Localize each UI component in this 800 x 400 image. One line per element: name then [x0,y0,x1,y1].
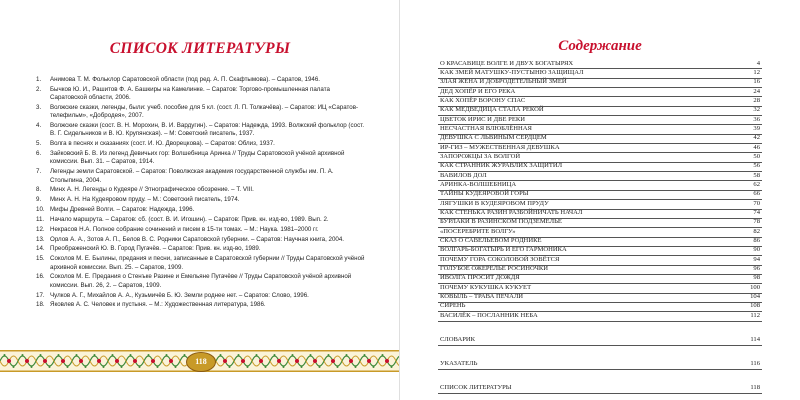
table-of-contents [438,60,762,394]
toc-entry-title: ИВОЛГА ПРОСИТ ДОЖДЯ [440,274,520,282]
toc-entry-title: КАК СТЕНЬКА РАЗИН РАЗБОЙНИЧАТЬ НАЧАЛ [440,209,583,216]
bibliography-item-text: Легенды земли Саратовской. – Саратов: Поволжская академия государственной службы им. П. А. Столыпина, 2004. [50,168,334,184]
toc-entry-page: 16 [753,78,760,86]
bibliography-item-number: 11. [36,215,45,223]
toc-entry-page: 118 [750,383,760,391]
bibliography-item [36,168,368,185]
toc-entry-title: ПОЧЕМУ КУКУШКА КУКУЕТ [440,283,532,291]
toc-entry-page: 66 [753,190,760,198]
bibliography-item [36,226,368,234]
toc-entry-title: ДЕВУШКА С ЛЬВИНЫМ СЕРДЦЕМ [440,134,547,142]
bibliography-item [36,255,368,272]
toc-entry-page: 90 [753,246,760,254]
bibliography-item-text: Преображенский Ю. В. Город Пугачёв. – Саратов: Прив. кн. изд-во, 1989. [50,245,261,253]
toc-entry[interactable] [438,322,762,346]
bibliography-item [36,150,368,167]
bibliography-item [36,186,368,194]
toc-entry-page: 4 [756,59,760,67]
toc-entry-page: 28 [753,96,760,104]
toc-entry[interactable] [438,163,762,172]
toc-entry-title: ВАСИЛЁК – ПОСЛАННИК НЕБА [440,311,538,319]
toc-entry-page: 94 [753,255,760,263]
bibliography-title: СПИСОК ЛИТЕРАТУРЫ [109,40,291,57]
toc-entry[interactable] [438,370,762,394]
bibliography-item [36,216,368,224]
toc-entry-title: О КРАСАВИЦЕ ВОЛГЕ И ДВУХ БОГАТЫРЯХ [440,59,574,67]
toc-entry-page: 32 [753,106,760,114]
bibliography-item-number: 2. [36,85,42,93]
toc-entry-title: ВОЛГАРЬ-БОГАТЫРЬ И ЕГО ГАРМОНИКА [440,246,567,254]
toc-entry-title: ИР-ГИЗ – МУЖЕСТВЕННАЯ ДЕВУШКА [440,143,560,151]
bibliography-item-number: 15. [36,255,45,263]
right-page [400,0,800,400]
toc-entry[interactable] [438,294,762,303]
bibliography-item [36,76,368,84]
toc-entry-page: 108 [750,302,760,310]
bibliography-item [36,236,368,244]
toc-entry-title: КАК СТРАННИК ЖУРАВЛИХ ЗАЩИТИЛ [440,162,563,170]
toc-entry-title: НЕСЧАСТНАЯ ВЛЮБЛЁННАЯ [440,124,532,132]
toc-entry-page: 96 [753,265,760,273]
toc-entry[interactable] [438,312,762,321]
bibliography-item-text: Бычков Ю. И., Рашитов Ф. А. Башкиры на Камелинке. – Саратов: Торгово-промышленная палата Саратовской области, 2006. [50,85,330,102]
bibliography-item-number: 7. [36,168,42,176]
bibliography-item [36,104,368,121]
bibliography-item-number: 17. [36,291,45,299]
bibliography-item-number: 6. [36,150,42,158]
bibliography-item-text: Некрасов Н.А. Полное собрание сочинений и писем в 15-ти томах. – М.: Наука. 1981–2000 гг. [50,225,319,233]
bibliography-item-text: Чулков А. Г., Михайлов А. А., Кузьмичёв Б. Ю. Земли роднее нет. – Саратов: Слово, 1996. [50,291,309,299]
toc-entry-title: ДЕД ХОПЁР И ЕГО РЕКА [440,87,516,95]
bibliography-item-number: 10. [36,206,45,214]
toc-entry-title: ЛЯГУШКИ В КУДЕЯРОВОМ ПРУДУ [440,199,549,207]
bibliography-item-number: 18. [36,301,45,309]
bibliography-item-text: Волга в песнях и сказаниях (сост. И. Ю. Дворецкова). – Саратов: Облиз, 1937. [50,140,275,148]
toc-entry-title: СЛОВАРИК [440,335,476,343]
toc-entry-page: 116 [750,359,760,367]
bibliography-item-text: Начало маршрута. – Саратов: сб. (сост. В. И. Игошин). – Саратов: Прив. кн. изд-во, 1989. Вып. 2. [50,215,329,223]
toc-entry-title: ЗАПОРОЖЦЫ ЗА ВОЛГОЙ [440,152,521,160]
bibliography-item-text: Волжские сказки, легенды, были: учеб. пособие для 5 кл. (сост. Л. П. Толкачёва). – Саратов: ИЦ «Саратов-телефильм», «Добродея», 2007. [50,103,359,120]
page-number: 118 [186,352,216,372]
toc-entry-page: 114 [750,335,760,343]
bibliography-item [36,206,368,214]
bibliography-item-text: Минх А. Н. Легенды о Кудеяре // Этнографическое обозрение. – Т. VIII. [50,186,254,194]
bibliography-list [36,76,368,311]
toc-entry-title: ЦВЕТОК ИРИС И ДВЕ РЕКИ [440,115,526,123]
toc-entry-page: 39 [753,124,760,132]
bibliography-item-number: 4. [36,122,42,130]
toc-entry-title: СИРЕНЬ [440,302,466,310]
toc-entry-page: 74 [753,209,760,216]
toc-entry-title: КАК ХОПЁР ВОРОНУ СПАС [440,96,526,104]
toc-entry-title: УКАЗАТЕЛЬ [440,359,478,367]
bibliography-item-text: Волжские сказки (сост. В. Н. Морохин, В. И. Вардугин). – Саратов: Надежда, 1993. Волжский фольклор (сост. В. Г. Сидельников и В. Ю. Крупянская). – М: Советский писатель, 1937. [50,122,365,138]
toc-entry-page: 82 [753,227,760,235]
toc-entry-title: «ПОСЕРЕБРИТЕ ВОЛГУ» [440,227,516,235]
bibliography-item-number: 1. [36,76,42,83]
bibliography-item-number: 5. [36,140,42,148]
bibliography-item [36,196,368,204]
bibliography-item [36,292,368,300]
bibliography-item-text: Анимова Т. М. Фольклор Саратовской области (под ред. А. П. Скафтымова). – Саратов, 1946. [50,76,321,83]
bibliography-item [36,140,368,148]
bibliography-item-number: 8. [36,186,42,194]
toc-entry-page: 50 [753,152,760,160]
toc-entry-title: АРИНКА-ВОЛШЕБНИЦА [440,180,517,188]
toc-title: Содержание [558,38,642,54]
toc-entry-page: 112 [750,311,760,319]
bibliography-item-text: Орлов А. А., Зотов А. П., Белов В. С. Родники Саратовской губернии. – Саратов: Научная книга, 2004. [50,235,345,243]
bibliography-item-number: 9. [36,196,42,204]
bibliography-item [36,301,368,309]
bibliography-item-number: 12. [36,225,45,233]
bibliography-item-text: Соколов М. Е. Былины, предания и песни, записанные в Саратовской губернии // Труды Саратовской учёной архивной комиссии. Вып. 25. – Саратов, 1909. [50,255,365,271]
toc-entry-page: 56 [753,162,760,170]
toc-entry-page: 78 [753,218,760,226]
toc-entry-page: 70 [753,199,760,207]
toc-entry-title: ГОЛУБОЕ ОЖЕРЕЛЬЕ РОСИНОЧКИ [440,265,549,273]
toc-entry-page: 100 [750,283,760,291]
bibliography-item-number: 3. [36,103,42,111]
toc-entry-title: БУРЛАКИ В РАЗИНСКОМ ПОДЗЕМЕЛЬЕ [440,218,562,226]
bibliography-item-text: Минх А. Н. На Кудеяровом пруду. – М.: Советский писатель, 1974. [50,196,240,204]
toc-entry-title: КАК МЕДВЕДИЦА СТАЛА РЕКОЙ [440,106,544,114]
toc-entry-page: 24 [753,87,760,95]
toc-entry-page: 62 [753,180,760,188]
toc-entry-page: 46 [753,143,760,151]
bibliography-item [36,122,368,139]
toc-entry-page: 42 [753,134,760,142]
toc-entry-title: КОВЫЛЬ – ТРАВА ПЕЧАЛИ [440,293,524,301]
bibliography-item-text: Зайковский Б. В. Из легенд Девичьих гор: Волшебница Аринка // Труды Саратовской учёной архивной комиссии. Вып. 31. – Саратов, 1914. [50,150,345,166]
toc-entry-title: СПИСОК ЛИТЕРАТУРЫ [440,383,512,391]
toc-entry-page: 12 [753,68,760,76]
toc-entry[interactable] [438,346,762,370]
toc-entry-title: СКАЗ О САВЕЛЬЕВОМ РОДНИКЕ [440,237,542,245]
toc-entry-title: ЗЛАЯ ЖЕНА И ДОБРОДЕТЕЛЬНЫЙ ЗМЕЙ [440,78,567,86]
bibliography-item-text: Яковлев А. С. Человек и пустыня. – М.: Художественная литература, 1986. [50,301,266,309]
toc-entry-page: 104 [750,293,760,301]
toc-entry-title: КАК ЗМЕЙ МАТУШКУ-ПУСТЫНЮ ЗАЩИЩАЛ [440,68,584,76]
toc-entry-title: ВАВИЛОВ ДОЛ [440,171,487,179]
bibliography-item [36,86,368,103]
bibliography-item [36,245,368,253]
bibliography-item-number: 13. [36,235,45,243]
toc-entry-page: 86 [753,237,760,245]
toc-entry-title: ТАЙНЫ КУДЕЯРОВОЙ ГОРЫ [440,190,529,198]
toc-entry-page: 58 [753,171,760,179]
toc-entry-title: ПОЧЕМУ ГОРА СОКОЛОВОЙ ЗОВЁТСЯ [440,255,560,263]
bibliography-item-number: 16. [36,273,45,281]
bibliography-item [36,273,368,290]
toc-entry-page: 36 [753,115,760,123]
toc-entry-page: 98 [753,274,760,282]
bibliography-item-number: 14. [36,245,45,253]
bibliography-item-text: Мифы Древней Волги. – Саратов: Надежда, 1996. [50,206,195,214]
bibliography-item-text: Соколов М. Е. Предания о Стенъке Разине и Емельяне Пугачёве // Труды Саратовской учёной архивной комиссии. Вып. 26, 2. – Саратов, 1909. [50,273,352,289]
